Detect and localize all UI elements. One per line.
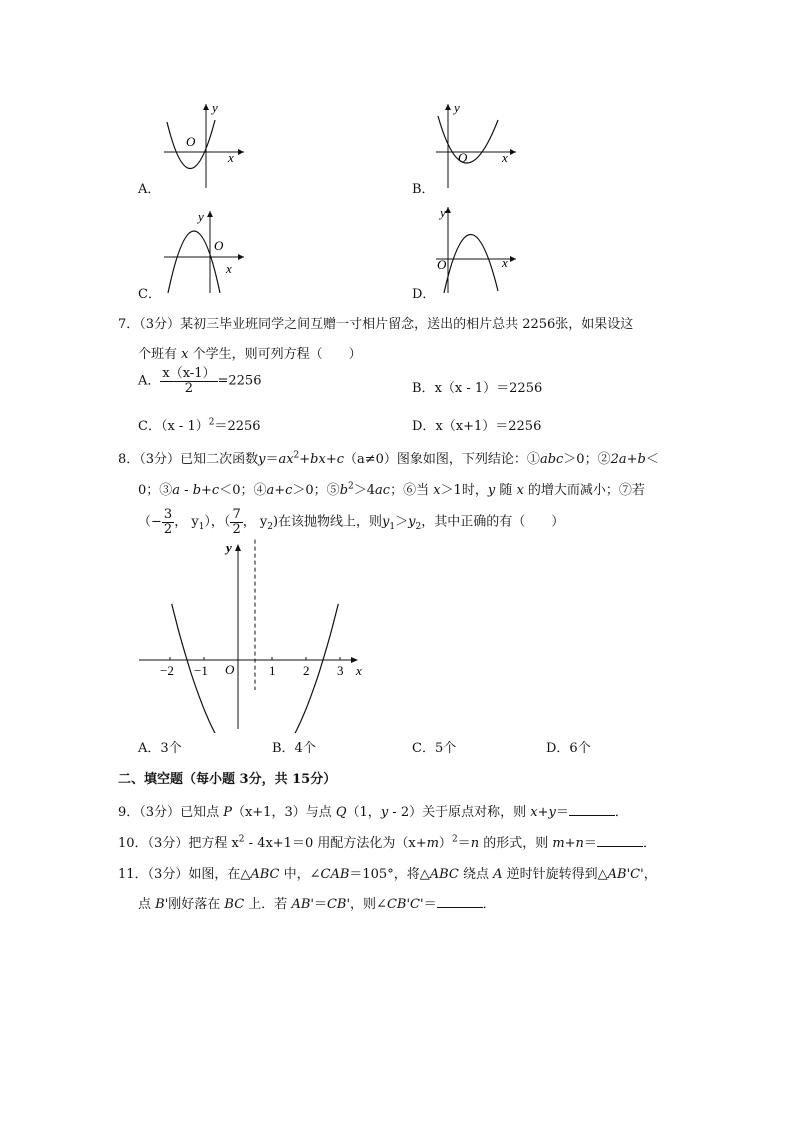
q8-l2-sup: 2 (348, 481, 354, 492)
q7-option-a-num: x（x-1） (162, 366, 216, 381)
q11-ABC: ABC (250, 867, 280, 882)
q8-l3-sub1: 1 (198, 522, 205, 533)
q11-l1-f: ， (643, 867, 657, 882)
q6d-y-label: y (440, 205, 446, 220)
q10-mn: m+n (552, 836, 584, 851)
q8-number: 8． (118, 452, 140, 467)
q8-l2-e: ；⑥当 (390, 483, 434, 498)
q6c-x-label: x (226, 261, 232, 276)
q8-l1-sup: 2 (293, 450, 300, 461)
q8-line2 (138, 479, 645, 498)
q11-A: A (493, 867, 503, 882)
q10-sup2: 2 (451, 834, 458, 845)
q8-line1 (118, 448, 659, 467)
q11-l2-g: ． (482, 897, 496, 912)
q11-CB: CB' (326, 897, 351, 912)
q8-option-b[interactable]: B．4个 (272, 741, 316, 756)
section-title: 二、填空题（每小题 3分，共 15分） (118, 772, 337, 787)
q11-l1-d: 绕点 (458, 867, 494, 882)
q8-l3-y1: y (382, 514, 390, 530)
q9-xy: x+y (530, 805, 556, 820)
q7-paren-close: ） (348, 347, 362, 362)
q7-text-2a: 个班有 (138, 347, 182, 362)
q11-l1-a: 如图，在△ (188, 867, 251, 882)
q6-graph-a (160, 98, 250, 190)
chart-y-arrow (235, 544, 241, 551)
q10-c: ） (438, 836, 452, 851)
q8-l3-frac1 (162, 508, 174, 536)
q7-option-d[interactable] (412, 415, 541, 434)
q8-paren-close: ） (551, 514, 565, 530)
q7-text-1: 某初三毕业班同学之间互赠一寸相片留念，送出的相片总共 2256张，如果设这 (180, 317, 634, 332)
q9-e: ＝ (555, 805, 569, 820)
q8-l1-y: y (258, 452, 266, 467)
q8-l3-y1-sub: 1 (389, 522, 396, 533)
q8-l2-f: ＞1时， (440, 483, 488, 498)
q11-l2-d: ＝ (313, 897, 327, 912)
q8-l1-eq: ＝ (265, 452, 279, 467)
q9-b: （x+1，3）与点 (231, 805, 336, 820)
q8-l2-d: ＞4 (353, 483, 376, 498)
q8-l3-open1: （ (138, 514, 152, 530)
q7-option-a-label: A． (138, 373, 161, 389)
chart-tick-label: 3 (337, 663, 344, 678)
q10-n: n (470, 836, 480, 851)
q8-l2-x: x (433, 483, 441, 498)
q8-l3-frac1-den: 2 (163, 521, 173, 537)
q11-number: 11． (118, 867, 148, 882)
q7-option-a-rest: =2256 (217, 373, 262, 389)
q6c-y-label: y (198, 209, 204, 224)
q8-l2-x2: x (516, 483, 524, 498)
q8-l3-end: ，其中正确的有（ (421, 514, 526, 530)
q7-text-2b: 个学生，则可列方程（ (188, 347, 323, 362)
q10-d: ＝ (457, 836, 471, 851)
q8-l3-minus: − (151, 514, 162, 530)
q10-f: ＝ (583, 836, 597, 851)
q8-l2-h: 的增大而减小；⑦若 (523, 483, 645, 498)
q6-option-a-label: A． (138, 182, 161, 197)
q6-graph-d (432, 203, 522, 295)
q7-option-b-text: x（x - 1）＝2256 (434, 381, 543, 396)
q6a-x-label: x (228, 150, 234, 165)
q7-option-a-den: 2 (184, 380, 194, 396)
q6b-origin: O (458, 150, 468, 165)
q8-l2-g: 随 (495, 483, 517, 498)
chart-tick-label: −2 (160, 663, 174, 678)
q6-option-c-label: C． (138, 287, 161, 302)
q8-option-d[interactable]: D．6个 (546, 741, 591, 756)
chart-tick-label: 1 (269, 663, 276, 678)
q11-l2-c: 上．若 (244, 897, 292, 912)
q10-number: 10． (118, 836, 148, 851)
q8-l1-a: 已知二次函数 (180, 452, 259, 467)
q11-line2 (138, 893, 496, 912)
q9-y: y (380, 805, 389, 820)
chart-tick-label: 2 (303, 663, 310, 678)
q10-points: （3分） (147, 836, 189, 851)
q8-l3-gt: ＞ (395, 514, 409, 530)
q11-l2-a: 点 (138, 897, 156, 912)
q7-points: （3分） (139, 317, 181, 332)
q11-ABC2: ABC (429, 867, 459, 882)
q11-B: B' (155, 897, 169, 912)
q9-a: 已知点 (180, 805, 224, 820)
q8-l1-abc: abc (539, 452, 564, 467)
q8-option-c[interactable]: C．5个 (412, 741, 457, 756)
q8-l3-y2: y (408, 514, 416, 530)
q11-ABC3: AB'C' (607, 867, 644, 882)
q11-line1 (118, 863, 657, 882)
q8-l1-rest: +bx+c (299, 452, 345, 467)
q7-option-c-sup: 2 (208, 417, 215, 428)
q11-CAB: CAB (320, 867, 350, 882)
q7-option-a[interactable] (138, 367, 261, 395)
q11-points: （3分） (147, 867, 189, 882)
q7-option-c-text-a: （x - 1） (160, 419, 209, 434)
q8-l3-comma2: ， y (242, 514, 268, 530)
q11-l1-e: 逆时针旋转得到△ (502, 867, 608, 882)
q10-e: 的形式，则 (479, 836, 553, 851)
q6-option-d-label: D． (412, 287, 436, 302)
q7-option-b-label: B． (412, 381, 435, 396)
q8-l1-lt: ＜ (645, 452, 659, 467)
q6-graph-b (432, 98, 522, 190)
q9-number: 9． (118, 805, 140, 820)
q8-line3 (138, 508, 564, 536)
q8-l2-a: 0；③ (138, 483, 173, 498)
q7-option-d-text: x（x+1）＝2256 (435, 419, 542, 434)
q7-line2 (138, 343, 362, 362)
q10-a: 把方程 x (188, 836, 239, 851)
q6d-x-label: x (502, 255, 508, 270)
q6-graph-c (160, 203, 250, 295)
q6b-y-label: y (454, 100, 460, 115)
q8-parabola-chart (135, 538, 370, 733)
q11-answer-blank[interactable] (437, 896, 483, 908)
q10-sup: 2 (238, 834, 245, 845)
q7-option-a-fraction (160, 367, 217, 395)
q7-option-c-label: C． (138, 419, 161, 434)
chart-y-label: y (226, 540, 232, 555)
chart-tick-label: −1 (194, 663, 208, 678)
q9-c: （1， (346, 805, 381, 820)
q8-l2-abc: a - b+c (172, 483, 220, 498)
q7-option-c-text-b: ＝2256 (214, 419, 261, 434)
q8-l3-comma1: ， y (174, 514, 199, 530)
q9-P: P (223, 805, 232, 820)
chart-x-label: x (356, 663, 362, 678)
q8-l2-b2: b (339, 483, 349, 498)
q11-l2-e: ，则∠ (350, 897, 387, 912)
q9-answer-blank[interactable] (569, 804, 615, 816)
q11-l2-f: ＝ (423, 897, 437, 912)
q8-l1-ax: ax (278, 452, 294, 467)
q8-l3-frac2 (230, 508, 242, 536)
q8-l2-c: ＞0；⑤ (292, 483, 340, 498)
q7-option-c[interactable] (138, 415, 261, 434)
q10-answer-blank[interactable] (597, 835, 643, 847)
q6d-origin: O (437, 257, 447, 272)
q8-l3-frac2-num: 7 (232, 507, 241, 522)
q9-d: - 2）关于原点对称，则 (388, 805, 531, 820)
q11-CBC: CB'C' (386, 897, 424, 912)
q6b-x-label: x (502, 150, 508, 165)
q7-option-b[interactable] (412, 377, 542, 396)
q8-option-a[interactable]: A．3个 (138, 741, 182, 756)
q9-points: （3分） (139, 805, 181, 820)
q7-number: 7． (118, 317, 140, 332)
q6a-origin: O (186, 134, 196, 149)
q8-l1-2ab: 2a+b (610, 452, 646, 467)
q8-l1-gt0: ＞0；② (563, 452, 611, 467)
q8-l1-cond: （a≠0）图象如图，下列结论：① (344, 452, 540, 467)
q8-l3-frac2-den: 2 (232, 521, 241, 537)
q6a-y-label: y (212, 100, 218, 115)
q8-l3-sub2: 2 (267, 522, 273, 533)
q11-l1-b: 中，∠ (279, 867, 321, 882)
q9-f: ． (614, 805, 628, 820)
q10-b: - 4x+1＝0 用配方法化为（x+ (244, 836, 427, 851)
q7-option-d-label: D． (412, 419, 436, 434)
q8-points: （3分） (139, 452, 181, 467)
chart-origin-label: O (225, 662, 235, 677)
q8-l3-close1: ），（ (204, 514, 231, 530)
q6-option-b-label: B． (412, 182, 435, 197)
q7-line1 (118, 313, 633, 332)
q8-l2-ac: a+c (266, 483, 293, 498)
q8-l3-frac1-num: 3 (163, 507, 173, 522)
q10 (118, 832, 656, 851)
q6c-origin: O (214, 238, 224, 253)
q8-l3-close2: )在该抛物线上，则 (272, 514, 383, 530)
q11-AB: AB' (291, 897, 314, 912)
q7-var-x: x (181, 347, 189, 362)
q9 (118, 801, 628, 820)
q11-BC: BC (224, 897, 245, 912)
q11-l1-c: ＝105°，将△ (349, 867, 430, 882)
q10-g: ． (642, 836, 656, 851)
q8-l2-ac2: ac (375, 483, 391, 498)
q8-l2-y: y (487, 483, 496, 498)
q10-m: m (426, 836, 439, 851)
q8-l2-b: ＜0；④ (219, 483, 267, 498)
q9-Q: Q (335, 805, 347, 820)
q11-l2-b: 刚好落在 (168, 897, 225, 912)
q8-l3-y2-sub: 2 (415, 522, 422, 533)
